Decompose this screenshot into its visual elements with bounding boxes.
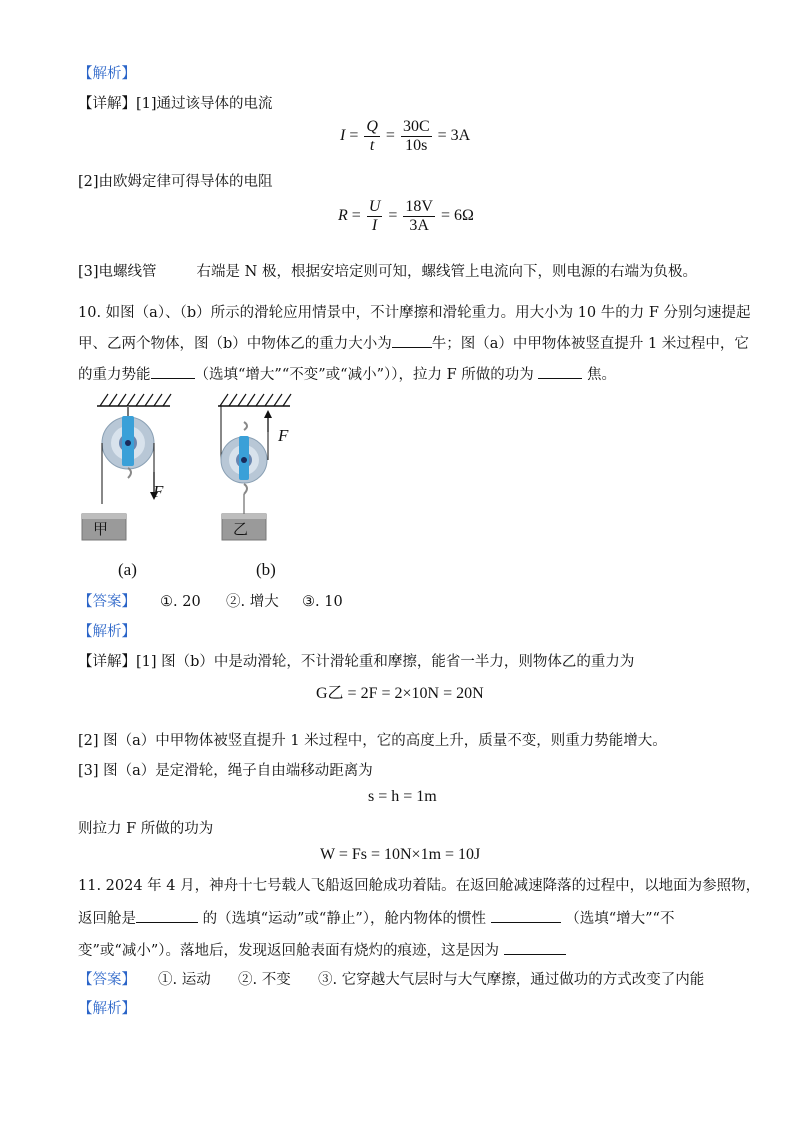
answer-2: ②. 增大: [226, 594, 279, 610]
q11-text: 返回舱是: [78, 911, 136, 927]
answer-3: ③. 10: [302, 594, 343, 610]
force-label-b: F: [278, 426, 289, 445]
numerator: Q: [366, 118, 378, 135]
answer-blank-5[interactable]: [491, 908, 561, 923]
q10-text: 焦。: [586, 367, 616, 383]
detail-label: 【详解】: [78, 96, 136, 112]
answer-2: ②. 不变: [238, 972, 291, 988]
q10-detail-2: [2] 图（a）中甲物体被竖直提升 1 米过程中，它的高度上升，质量不变，则重力势能增大。: [78, 733, 667, 749]
resistance-equation: R = $\frac{U}{I}$ = $\frac{18V}{3A}$ = 6Ω: [338, 198, 474, 234]
figure-b-label: (b): [256, 560, 276, 579]
detail-text: [1]通过该导体的电流: [136, 96, 273, 112]
answer-1: ①. 20: [160, 594, 201, 610]
numerator: 18V: [405, 198, 433, 215]
q11-line-2: [78, 908, 674, 929]
detail-text: [1] 图（b）中是动滑轮，不计滑轮重和摩擦，能省一半力，则物体乙的重力为: [136, 654, 635, 670]
detail-line-1: [78, 94, 273, 114]
eq-rhs: 6Ω: [454, 207, 474, 225]
answer-1: ①. 运动: [158, 972, 211, 988]
detail-line-2: [2]由欧姆定律可得导体的电阻: [78, 174, 273, 190]
fraction: [367, 198, 383, 235]
answer-blank-2[interactable]: [151, 364, 195, 379]
answer-blank-3[interactable]: [538, 364, 582, 379]
eq-lhs: I: [340, 127, 346, 145]
pulley-figure: [80, 388, 310, 588]
answer-label-q10: 【答案】: [78, 594, 136, 610]
answer-blank-4[interactable]: [136, 908, 198, 923]
numerator: 30C: [402, 118, 430, 135]
q10-text: 甲、乙两个物体，图（b）中物体乙的重力大小为: [78, 336, 392, 352]
answer-blank-6[interactable]: [504, 940, 566, 955]
detail3-start: [3]电螺线管: [78, 264, 157, 280]
answer-3: ③. 它穿越大气层时与大气摩擦，通过做功的方式改变了内能: [318, 972, 705, 988]
eq-rhs: 3A: [450, 127, 471, 145]
block-yi-label: 乙: [233, 520, 249, 538]
figure-a-label: (a): [118, 560, 137, 579]
q10-text: 的重力势能: [78, 367, 151, 383]
distance-equation: s = h = 1m: [368, 788, 437, 805]
fraction: [364, 118, 380, 155]
fraction: [401, 118, 432, 155]
force-label-a: F: [153, 482, 164, 501]
pulley-diagram: [80, 388, 310, 588]
q11-text: 变”或“减小”）。落地后，发现返回舱表面有烧灼的痕迹，这是因为: [78, 943, 499, 959]
q11-text: （选填“增大”“不: [565, 911, 675, 927]
q10-line-2: [78, 333, 749, 354]
current-equation: I = $\frac{Q}{t}$ = $\frac{30C}{10s}$ = 3A: [340, 118, 471, 154]
q10-line-3: [78, 364, 616, 385]
answer-label-q11: 【答案】: [78, 972, 136, 988]
q10-detail-1: [78, 652, 634, 672]
q10-text: （选填“增大”“不变”或“减小”）），拉力 F 所做的功为: [194, 367, 534, 383]
answer-blank-1[interactable]: [392, 333, 432, 348]
q11-line-3: [78, 940, 566, 961]
q10-text: 牛；图（a）中甲物体被竖直提升 1 米过程中，它: [431, 336, 749, 352]
gravity-equation: G乙 = 2F = 2×10N = 20N: [316, 685, 484, 702]
eq-lhs: R: [338, 207, 348, 225]
numerator: U: [368, 198, 381, 215]
q10-detail-4: 则拉力 F 所做的功为: [78, 821, 214, 837]
detail-line-3: [78, 262, 697, 282]
detail3-rest: 右端是 N 极，根据安培定则可知，螺线管上电流向下，则电源的右端为负极。: [196, 264, 697, 280]
denominator: t: [369, 137, 375, 154]
q11-text: 的（选填“运动”或“静止”），舱内物体的惯性: [202, 911, 487, 927]
denominator: I: [371, 217, 378, 234]
analysis-label-q10: 【解析】: [78, 624, 136, 640]
q10-detail-3: [3] 图（a）是定滑轮，绳子自由端移动距离为: [78, 763, 373, 779]
analysis-label-q11: 【解析】: [78, 1001, 136, 1017]
analysis-label-1: 【解析】: [78, 66, 136, 82]
work-equation: W = Fs = 10N×1m = 10J: [320, 846, 481, 863]
q10-line-1: 10. 如图（a）、（b）所示的滑轮应用情景中，不计摩擦和滑轮重力。用大小为 10 牛的力 F 分别匀速提起: [78, 305, 751, 321]
fraction: [403, 198, 435, 235]
block-jia-label: 甲: [93, 520, 109, 538]
detail-label: 【详解】: [78, 654, 136, 670]
q11-line-1: 11. 2024 年 4 月，神舟十七号载人飞船返回舱成功着陆。在返回舱减速降落的过程中，以地面为参照物，: [78, 878, 761, 894]
denominator: 10s: [405, 137, 428, 154]
denominator: 3A: [409, 217, 429, 234]
